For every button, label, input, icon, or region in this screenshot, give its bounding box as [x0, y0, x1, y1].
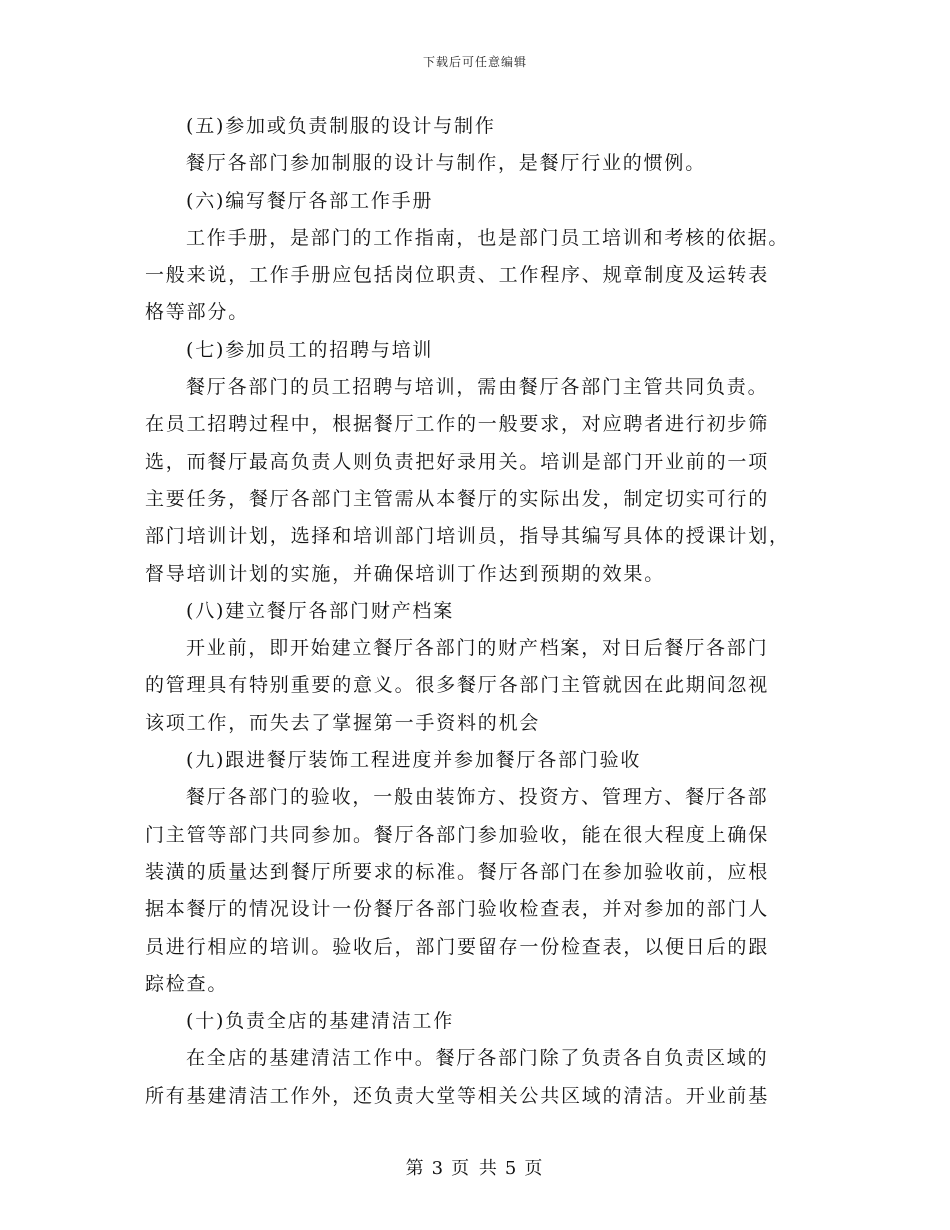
text-line: 餐厅各部门的员工招聘与培训，需由餐厅各部门主管共同负责。	[186, 376, 769, 399]
text-line: 在员工招聘过程中，根据餐厅工作的一般要求，对应聘者进行初步筛	[145, 413, 770, 436]
text-line: (六)编写餐厅各部工作手册	[186, 189, 434, 212]
text-line: 在全店的基建清洁工作中。餐厅各部门除了负责各自负责区域的	[186, 1047, 769, 1070]
text-line: 选，而餐厅最高负责人则负责把好录用关。培训是部门开业前的一项	[145, 450, 770, 473]
text-line: (八)建立餐厅各部门财产档案	[186, 599, 455, 622]
text-line: 据本餐厅的情况设计一份餐厅各部门验收检查表，并对参加的部门人	[145, 898, 770, 921]
text-line: (十)负责全店的基建清洁工作	[186, 1010, 455, 1033]
text-line: 踪检查。	[145, 972, 229, 995]
text-line: 一般来说，工作手册应包括岗位职责、工作程序、规章制度及运转表	[145, 264, 770, 287]
document-body	[145, 108, 805, 1115]
text-line: 门主管等部门共同参加。餐厅各部门参加验收，能在很大程度上确保	[145, 823, 770, 846]
text-line: 督导培训计划的实施，并确保培训丁作达到预期的效果。	[145, 562, 666, 585]
text-line: 工作手册，是部门的工作指南，也是部门员工培训和考核的依据。	[186, 226, 790, 249]
total-pages: 5	[504, 1158, 519, 1179]
text-line: 部门培训计划，选择和培训部门培训员，指导其编写具体的授课计划，	[145, 525, 790, 548]
page-suffix: 页	[524, 1158, 545, 1179]
header-note: 下载后可任意编辑	[422, 55, 527, 69]
text-line: 员进行相应的培训。验收后，部门要留存一份检查表，以便日后的跟	[145, 935, 770, 958]
page-footer	[0, 1154, 950, 1180]
page-mid: 页 共	[451, 1158, 499, 1179]
page-number: 3	[431, 1158, 446, 1179]
text-line: 的管理具有特别重要的意义。很多餐厅各部门主管就因在此期间忽视	[145, 674, 770, 697]
text-line: 格等部分。	[145, 301, 250, 324]
text-line: (七)参加员工的招聘与培训	[186, 338, 434, 361]
text-line: 该项工作，而失去了掌握第一手资料的机会	[145, 711, 541, 734]
text-line: 所有基建清洁工作外，还负责大堂等相关公共区域的清洁。开业前基	[145, 1084, 770, 1107]
text-line: 餐厅各部门参加制服的设计与制作，是餐厅行业的惯例。	[186, 152, 707, 175]
text-line: (五)参加或负责制服的设计与制作	[186, 115, 496, 137]
page-prefix: 第	[405, 1158, 426, 1179]
text-line: 开业前，即开始建立餐厅各部门的财产档案，对日后餐厅各部门	[186, 637, 769, 660]
text-line: 餐厅各部门的验收，一般由装饰方、投资方、管理方、餐厅各部	[186, 786, 769, 809]
text-line: 主要任务，餐厅各部门主管需从本餐厅的实际出发，制定切实可行的	[145, 487, 770, 510]
text-line: 装潢的质量达到餐厅所要求的标准。餐厅各部门在参加验收前，应根	[145, 860, 770, 883]
text-line: (九)跟进餐厅装饰工程进度并参加餐厅各部门验收	[186, 749, 642, 772]
